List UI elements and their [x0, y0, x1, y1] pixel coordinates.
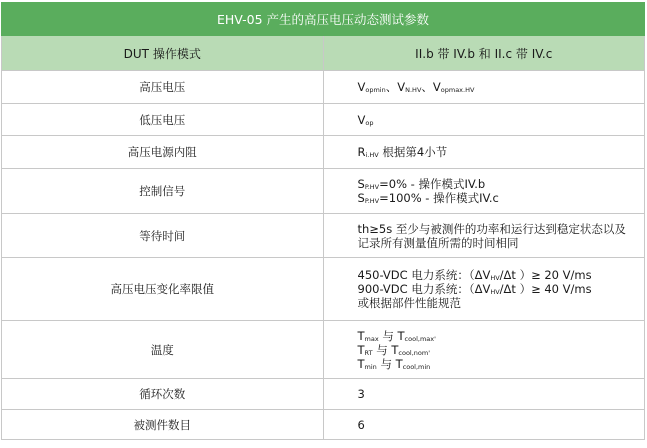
table-row [2, 214, 645, 258]
header-modes-value: II.b 带 IV.b 和 II.c 带 IV.c [323, 36, 645, 71]
symbol: R [357, 145, 366, 159]
row-label: 被测件数目 [2, 410, 324, 440]
content-line [358, 145, 645, 159]
content-line [358, 177, 645, 191]
table-row [2, 104, 645, 136]
row-content [323, 136, 645, 169]
subscript: P.HV [364, 183, 380, 191]
symbol: T [397, 328, 405, 343]
table-row [2, 258, 645, 321]
row-label: 温度 [2, 321, 324, 379]
table-row [2, 410, 645, 440]
row-content [323, 321, 645, 379]
text: 、 [385, 80, 398, 94]
row-label: 高压电压 [2, 71, 324, 104]
symbol: V [432, 80, 441, 94]
row-label: 循环次数 [2, 379, 324, 410]
table-header-row [2, 36, 645, 71]
symbol: V [397, 80, 406, 94]
table-row [2, 321, 645, 379]
subscript: i.HV [365, 151, 379, 159]
row-content: th≥5s 至少与被测件的功率和运行达到稳定状态以及记录所有测量值所需的时间相同 [323, 214, 645, 258]
symbol: S [357, 177, 365, 191]
content-line [358, 191, 645, 205]
subscript: cool,nom' [398, 348, 431, 357]
row-content [323, 258, 645, 321]
subscript: op [365, 118, 374, 127]
table-title-row [2, 3, 645, 36]
subscript: cool,max' [404, 334, 436, 343]
subscript: min [364, 362, 377, 371]
header-mode: DUT 操作模式 [2, 36, 324, 71]
content-line [358, 296, 645, 310]
content-line [358, 343, 645, 357]
text: 与 [378, 328, 398, 343]
table-row [2, 136, 645, 169]
row-content [323, 71, 645, 104]
row-content: 6 [323, 410, 645, 440]
row-label: 控制信号 [2, 169, 324, 214]
table-row [2, 379, 645, 410]
content-line [358, 113, 645, 127]
text: =0% - 操作模式IV.b [379, 177, 486, 191]
row-label: 等待时间 [2, 214, 324, 258]
subscript: opmax.HV [440, 86, 475, 94]
text: 根据第4小节 [378, 145, 448, 159]
row-content: 3 [323, 379, 645, 410]
symbol: V [357, 80, 366, 94]
row-label: 高压电源内阻 [2, 136, 324, 169]
symbol: T [357, 328, 365, 343]
table-row [2, 169, 645, 214]
row-label: 低压电压 [2, 104, 324, 136]
row-label: 高压电压变化率限值 [2, 258, 324, 321]
text: /Δt ）≥ 20 V/ms [499, 268, 592, 282]
content-line [358, 80, 645, 94]
text: 450-VDC 电力系统：（ΔV [357, 268, 491, 282]
text: =100% - 操作模式IV.c [379, 191, 499, 205]
text: 或根据部件性能规范 [357, 296, 461, 310]
parameter-table [1, 2, 645, 440]
subscript: cool,min [402, 362, 431, 371]
subscript: HV [490, 274, 500, 282]
subscript: opmin [365, 86, 386, 94]
symbol: T [357, 342, 365, 357]
symbol: V [357, 112, 366, 127]
subscript: HV [490, 288, 500, 296]
content-line [358, 357, 645, 371]
row-content [323, 169, 645, 214]
text: 与 [372, 342, 392, 357]
symbol: T [391, 342, 399, 357]
text: 与 [376, 356, 396, 371]
subscript: RT [364, 348, 373, 357]
text: 、 [421, 80, 433, 94]
table-title: EHV-05 产生的高压电压动态测试参数 [2, 3, 645, 36]
subscript: N.HV [405, 86, 422, 94]
content-line [358, 329, 645, 343]
row-content [323, 104, 645, 136]
symbol: S [357, 191, 365, 205]
symbol: T [395, 356, 403, 371]
symbol: T [357, 356, 365, 371]
text: /Δt ）≥ 40 V/ms [499, 282, 592, 296]
table-row [2, 71, 645, 104]
content-line [358, 268, 645, 282]
subscript: P.HV [364, 197, 380, 205]
text: 900-VDC 电力系统：（ΔV [357, 282, 491, 296]
subscript: max [364, 334, 379, 343]
content-line [358, 282, 645, 296]
